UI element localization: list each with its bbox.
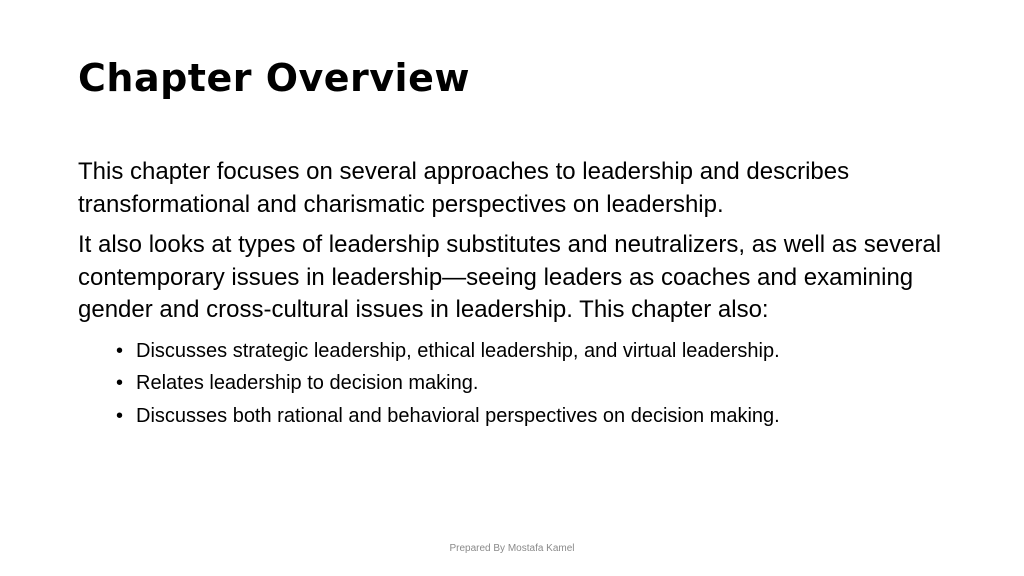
bullet-icon: • [116,404,124,427]
slide-body [78,156,958,432]
footer-credit: Prepared By Mostafa Kamel [449,543,575,554]
bullet-icon: • [116,339,124,362]
bullet-icon: • [116,372,124,394]
slide-title: Chapter Overview [78,56,470,100]
bullet-item [116,367,958,400]
bullet-text: Discusses both rational and behavioral perspectives on decision making. [136,404,780,427]
paragraph-intro: This chapter focuses on several approaches to leadership and describes transformational and charismatic perspectives on leadership. [78,158,850,218]
bullet-item [116,335,958,368]
bullet-text: Discusses strategic leadership, ethical leadership, and virtual leadership. [136,339,780,362]
bullet-list [78,335,958,433]
paragraph-contemporary-issues: It also looks at types of leadership substitutes and neutralizers, as well as several contemporary issues in leadership—seeing leaders as coaches and examining gender and cross-cultural issues in leadership. This chapter also: [78,231,942,323]
bullet-text: Relates leadership to decision making. [136,372,479,394]
bullet-item [116,400,958,433]
